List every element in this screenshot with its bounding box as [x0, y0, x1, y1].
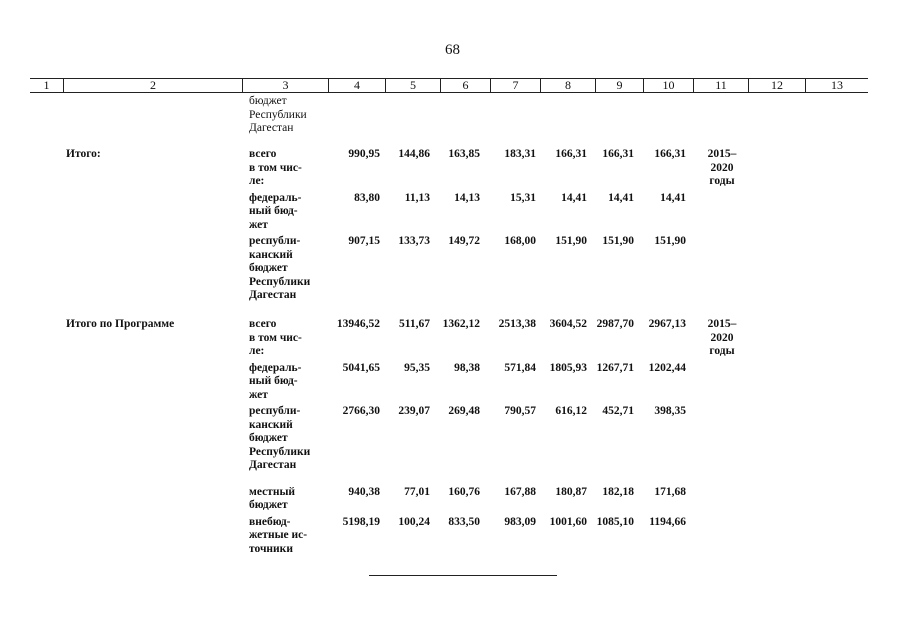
funding-source: [249, 318, 302, 359]
amount-col-5: 77,01: [404, 485, 430, 498]
amount-col-7: 983,09: [504, 515, 536, 528]
group-label-line: Итого по Программе: [66, 318, 175, 330]
funding-source: [249, 362, 301, 403]
amount-col-8: 166,31: [555, 148, 587, 160]
amount-col-4: 5198,19: [342, 515, 380, 528]
amount-col-6: 833,50: [448, 515, 480, 528]
funding-source-line: Дагестан: [249, 459, 297, 471]
amount-col-10: 1194,66: [649, 515, 686, 528]
column-number-7: 7: [490, 79, 540, 92]
period-line: годы: [709, 175, 735, 187]
column-number-1: 1: [43, 78, 50, 92]
funding-source-line: точники: [249, 542, 293, 555]
column-number-10: 10: [643, 79, 693, 92]
funding-source-line: бюджет: [249, 262, 288, 274]
funding-source: [249, 516, 307, 557]
amount-col-6: 1362,12: [442, 318, 480, 330]
amount-col-5: 100,24: [398, 515, 430, 528]
funding-source-line: федераль-: [249, 191, 302, 204]
amount-col-7: 15,31: [510, 191, 536, 204]
funding-source-line: в том чис-: [249, 331, 302, 344]
amount-col-6: 269,48: [448, 405, 480, 417]
group-label: [66, 148, 101, 162]
column-number-2: 2: [63, 79, 242, 92]
funding-source-line: в том чис-: [249, 161, 302, 174]
amount-col-5: 95,35: [404, 361, 430, 374]
amount-col-10: 1202,44: [648, 361, 686, 374]
amount-col-8: 1805,93: [549, 361, 587, 374]
amount-col-6: 149,72: [448, 235, 480, 247]
funding-source-line: республи-: [249, 235, 301, 247]
amount-col-4: 2766,30: [342, 405, 380, 417]
period-line: 2020: [710, 161, 734, 174]
carryover-source-line: Республики: [249, 108, 307, 121]
funding-source: [249, 486, 295, 513]
funding-source-line: всего: [249, 148, 277, 160]
amount-col-6: 163,85: [448, 148, 480, 160]
amount-col-7: 167,88: [504, 485, 536, 498]
amount-col-10: 151,90: [654, 235, 686, 247]
amount-col-9: 1267,71: [596, 361, 634, 374]
carryover-source-line: бюджет: [249, 95, 287, 107]
period-line: годы: [709, 345, 735, 357]
amount-col-10: 398,35: [654, 405, 686, 417]
column-number-13: 13: [805, 79, 868, 92]
amount-col-9: 452,71: [602, 405, 634, 417]
amount-col-5: 511,67: [399, 318, 430, 330]
funding-source: [249, 235, 310, 303]
amount-col-9: 182,18: [602, 485, 634, 498]
amount-col-8: 1001,60: [549, 515, 587, 528]
period-line: 2015–: [707, 318, 737, 330]
column-number-12: 12: [748, 79, 805, 92]
column-number-11: 11: [693, 79, 748, 92]
amount-col-5: 239,07: [398, 405, 430, 417]
column-number-9: 9: [595, 79, 643, 92]
column-number-5: 5: [385, 79, 440, 92]
funding-source-line: канский: [249, 248, 293, 261]
column-number-8: 8: [540, 79, 595, 92]
funding-source-line: бюджет: [249, 499, 288, 511]
amount-col-9: 166,31: [602, 148, 634, 160]
funding-source: [249, 192, 301, 233]
amount-col-7: 790,57: [504, 405, 536, 417]
amount-col-8: 3604,52: [549, 318, 587, 330]
amount-col-10: 171,68: [654, 485, 686, 498]
carryover-source-line: Дагестан: [249, 122, 294, 134]
funding-source-line: республи-: [249, 405, 301, 417]
funding-source-line: федераль-: [249, 361, 302, 374]
funding-source-line: Дагестан: [249, 289, 297, 301]
funding-source-line: бюджет: [249, 432, 288, 444]
amount-col-9: 1085,10: [596, 515, 634, 528]
amount-col-5: 133,73: [398, 235, 430, 247]
amount-col-10: 2967,13: [648, 318, 686, 330]
end-rule: [369, 575, 557, 576]
amount-col-5: 11,13: [404, 191, 430, 204]
column-number-3: 3: [242, 79, 328, 92]
amount-col-5: 144,86: [398, 148, 430, 160]
amount-col-8: 180,87: [555, 485, 587, 498]
period: [708, 318, 737, 359]
funding-source-line: канский: [249, 418, 293, 431]
column-number-6: 6: [440, 79, 490, 92]
period-line: 2020: [710, 331, 734, 344]
funding-source-line: ный бюд-: [249, 375, 298, 387]
amount-col-4: 83,80: [354, 191, 380, 204]
amount-col-9: 2987,70: [596, 318, 634, 330]
amount-col-7: 168,00: [504, 235, 536, 247]
amount-col-8: 14,41: [561, 191, 587, 204]
group-label: [66, 318, 174, 332]
funding-source-line: ле:: [249, 175, 265, 187]
amount-col-4: 940,38: [348, 485, 380, 498]
funding-source-line: местный: [249, 485, 296, 498]
amount-col-4: 5041,65: [342, 361, 380, 374]
funding-source-line: всего: [249, 318, 277, 330]
amount-col-10: 166,31: [654, 148, 686, 160]
amount-col-4: 990,95: [348, 148, 380, 160]
amount-col-10: 14,41: [660, 191, 686, 204]
amount-col-7: 571,84: [504, 361, 536, 374]
funding-source: [249, 148, 302, 189]
amount-col-8: 616,12: [555, 405, 587, 417]
column-number-4: 4: [328, 79, 385, 92]
funding-source-line: ный бюд-: [249, 205, 298, 217]
amount-col-6: 160,76: [448, 485, 480, 498]
amount-col-4: 13946,52: [336, 318, 380, 330]
period-line: 2015–: [707, 148, 737, 160]
funding-source-line: внебюд-: [249, 515, 291, 528]
funding-source-line: Республики: [249, 445, 311, 458]
amount-col-4: 907,15: [348, 235, 380, 247]
amount-col-6: 98,38: [454, 361, 480, 374]
amount-col-7: 183,31: [504, 148, 536, 160]
carryover-source: [249, 95, 307, 136]
amount-col-9: 14,41: [608, 191, 634, 204]
amount-col-6: 14,13: [454, 191, 480, 204]
amount-col-9: 151,90: [602, 235, 634, 247]
funding-source: [249, 405, 310, 473]
funding-source-line: жет: [249, 388, 268, 401]
amount-col-7: 2513,38: [498, 318, 536, 330]
group-label-line: Итого:: [66, 148, 101, 160]
funding-source-line: ле:: [249, 345, 265, 357]
column-number-header: [30, 78, 868, 93]
amount-col-8: 151,90: [555, 235, 587, 247]
funding-source-line: Республики: [249, 275, 311, 288]
funding-source-line: жетные ис-: [249, 529, 308, 541]
period: [708, 148, 737, 189]
page-number: 68: [445, 42, 460, 58]
funding-source-line: жет: [249, 218, 268, 231]
